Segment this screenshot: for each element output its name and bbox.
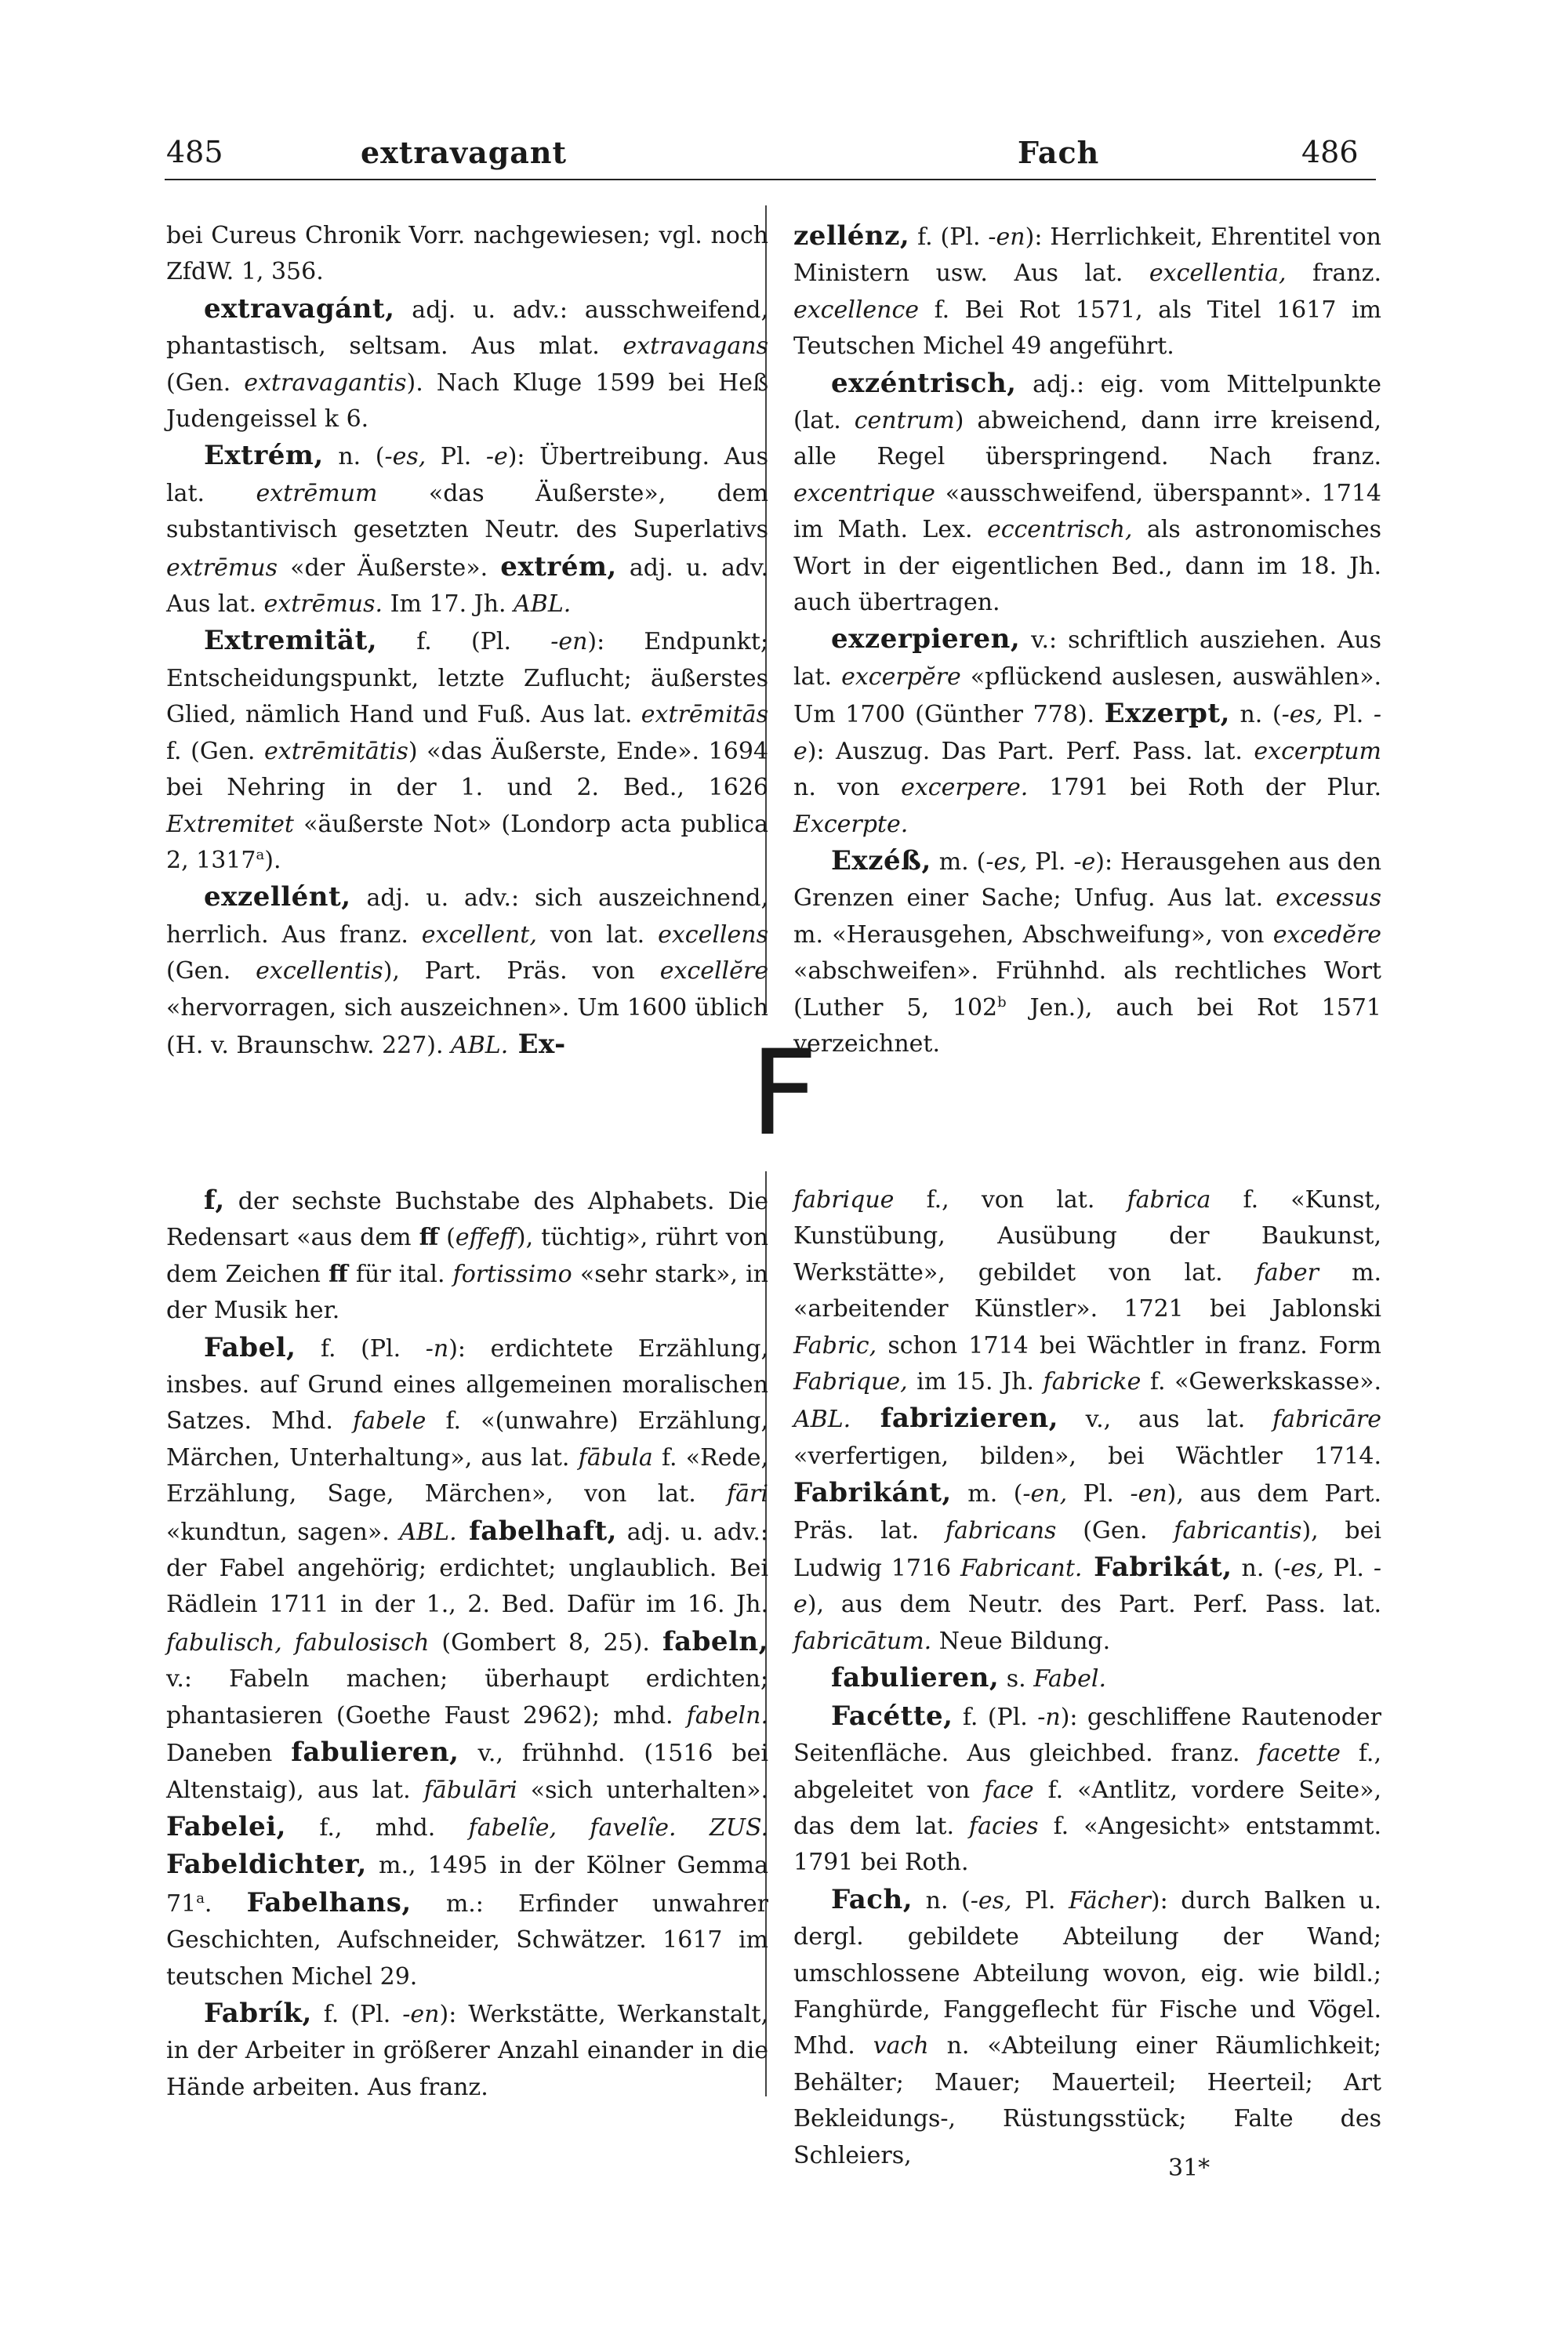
left-catchword: extravagant	[361, 135, 568, 170]
entry-fabrik: Fabrík, f. (Pl. -en): Werkstätte, Werkanstalt, in der Arbeiter in größerer Anzahl einander in die Hände arbeiten. Aus franz.	[166, 1997, 768, 2101]
headword: Fach,	[831, 1883, 913, 1915]
headword: Exzéß,	[831, 844, 931, 877]
entry-fach: Fach, n. (-es, Pl. Fächer): durch Balken u. dergl. gebildete Abteilung der Wand; umschlossene Abteilung wovon, eig. wie bildl.; Fanghürde, Fanggeflecht für Fische und Vögel. Mhd. vach n. «Abteilung einer Räumlichkeit; Behälter; Mauer; Mauerteil; Heerteil; Art Bekleidungs-, Rüstungsstück; Falte des Schleiers,	[793, 1883, 1382, 2169]
headword: Fabelei,	[166, 1810, 287, 1842]
headword: Fabrikánt,	[793, 1477, 952, 1509]
right-page-number: 486	[1301, 135, 1359, 169]
headword: exzellént,	[204, 881, 351, 913]
left-page-number: 485	[166, 135, 223, 169]
headword: Ex-	[508, 1028, 566, 1060]
column-1	[166, 218, 769, 1060]
signature-mark: 31*	[1168, 2154, 1210, 2182]
column-2	[768, 218, 1382, 1058]
entry-exzellent: exzellént, adj. u. adv.: sich auszeichnend, herrlich. Aus franz. excellent, von lat. excellens (Gen. excellentis), Part. Präs. von excellĕre «hervorragen, sich auszeichnen». Um 1600 üblich (H. v. Braunschw. 227). ABL. Ex-	[166, 881, 769, 1060]
headword: extravagánt,	[204, 292, 395, 325]
headword: Fabeldichter,	[166, 1849, 367, 1881]
headword: zellénz,	[793, 220, 910, 252]
entry-fabulieren: fabulieren, s. Fabel.	[831, 1662, 1106, 1694]
entry-exzentrisch: exzéntrisch, adj.: eig. vom Mittelpunkte (lat. centrum) abweichend, dann irre kreisend, alle Regel überspringend. Nach franz. excentrique «ausschweifend, überspannt». 1714 im Math. Lex. eccentrisch, als astronomisches Wort in der eigentlichen Bed., dann im 18. Jh. auch übertragen.	[793, 367, 1382, 617]
entry-f: f, der sechste Buchstabe des Alphabets. Die Redensart «aus dem ff (effeff), tüchtig», rührt von dem Zeichen ff für ital. fortissimo «sehr stark», in der Musik her.	[166, 1185, 768, 1325]
entry-extrem: Extrém, n. (-es, Pl. -e): Übertreibung. Aus lat. extrēmum «das Äußerste», dem substantivisch gesetzten Neutr. des Superlativs extrēmus «der Äußerste». extrém, adj. u. adv. Aus lat. extrēmus. Im 17. Jh. ABL.	[166, 440, 769, 619]
column-3	[166, 1182, 768, 2107]
headword: fabulieren,	[831, 1662, 1000, 1694]
headword: Fabrikát,	[1082, 1552, 1232, 1584]
headword: Fabel,	[204, 1331, 296, 1363]
headword: f,	[204, 1185, 225, 1216]
entry-fabel: Fabel, f. (Pl. -n): erdichtete Erzählung, insbes. auf Grund eines allgemeinen moralischen Satzes. Mhd. fabele f. «(unwahre) Erzählung, Märchen, Unterhaltung», aus lat. fābula f. «Rede, Erzählung, Sage, Märchen», von lat. fāri «kundtun, sagen». ABL. fabelhaft, adj. u. adv.: der Fabel angehörig; erdichtet; unglaublich. Bei Rädlein 1711 in der 1., 2. Bed. Dafür im 16. Jh. fabulisch, fabulosisch (Gombert 8, 25). fabeln, v.: Fabeln machen; überhaupt erdichten; phantasieren (Goethe Faust 2962); mhd. fabeln. Daneben fabulieren, v., frühnhd. (1516 bei Altenstaig), aus lat. fābulāri «sich unterhalten». Fabelei, f., mhd. fabelîe, favelîe. ZUS. Fabeldichter, m., 1495 in der Kölner Gemma 71$^a$. Fabelhans, m.: Erfinder unwahrer Geschichten, Aufschneider, Schwätzer. 1617 im teutschen Michel 29.	[166, 1331, 768, 1991]
header-rule	[165, 179, 1376, 180]
entry-exzerpieren: exzerpieren, v.: schriftlich ausziehen. Aus lat. excerpĕre «pflückend auslesen, auswählen». Um 1700 (Günther 778). Exzerpt, n. (-es, Pl. -e): Auszug. Das Part. Perf. Pass. lat. excerptum n. von excerpere. 1791 bei Roth der Plur. Excerpte.	[793, 623, 1381, 838]
headword: exzéntrisch,	[831, 367, 1017, 399]
headword: exzerpieren,	[831, 623, 1021, 655]
headword: fabeln,	[662, 1625, 768, 1657]
headword: Facétte,	[831, 1700, 953, 1732]
entry-extremitaet: Extremität, f. (Pl. -en): Endpunkt; Entscheidungspunkt, letzte Zuflucht; äußerstes Glied, nämlich Hand und Fuß. Aus lat. extrēmitās f. (Gen. extrēmitātis) «das Äußerste, Ende». 1694 bei Nehring in der 1. und 2. Bed., 1626 Extremitet «äußerste Not» (Londorp acta publica 2, 1317$^a$).	[166, 625, 768, 874]
headword: Extremität,	[204, 625, 378, 657]
headword: Exzerpt,	[1104, 698, 1230, 730]
headword: fabrizieren,	[851, 1403, 1058, 1435]
headword: Fabelhans,	[246, 1886, 412, 1918]
entry-exzellenz: zellénz, f. (Pl. -en): Herrlichkeit, Ehrentitel von Ministern usw. Aus lat. excellentia, franz. excellence f. Bei Rot 1571, als Titel 1617 im Teutschen Michel 49 angeführt.	[793, 220, 1381, 361]
headword: extrém,	[500, 550, 617, 583]
running-header	[0, 135, 1568, 182]
headword: fabulieren,	[291, 1737, 459, 1769]
entry-continuation: bei Cureus Chronik Vorr. nachgewiesen; vgl. noch ZfdW. 1, 356.	[166, 222, 768, 286]
headword: Extrém,	[204, 440, 324, 472]
headword: Fabrík,	[204, 1997, 312, 2029]
right-catchword: Fach	[1018, 135, 1100, 170]
entry-facette: Facétte, f. (Pl. -n): geschliffene Rautenoder Seitenfläche. Aus gleichbed. franz. facette f., abgeleitet von face f. «Antlitz, vordere Seite», das dem lat. facies f. «Angesicht» entstammt. 1791 bei Roth.	[793, 1700, 1382, 1877]
section-letter: F	[750, 1025, 818, 1162]
entry-extravagant: extravagánt, adj. u. adv.: ausschweifend, phantastisch, seltsam. Aus mlat. extravagans (Gen. extravagantis). Nach Kluge 1599 bei Heß Judengeissel k 6.	[166, 292, 768, 434]
entry-exzess: Exzéß, m. (-es, Pl. -e): Herausgehen aus den Grenzen einer Sache; Unfug. Aus lat. excessus m. «Herausgehen, Abschweifung», von excedĕre «abschweifen». Frühnhd. als rechtliches Wort (Luther 5, 102$^b$ Jen.), auch bei Rot 1571 verzeichnet.	[793, 844, 1382, 1058]
headword: fabelhaft,	[456, 1515, 618, 1547]
entry-fabrik-continued: fabrique f., von lat. fabrica f. «Kunst, Kunstübung, Ausübung der Baukunst, Werkstätte», gebildet von lat. faber m. «arbeitender Künstler». 1721 bei Jablonski Fabric, schon 1714 bei Wächtler in franz. Form Fabrique, im 15. Jh. fabricke f. «Gewerkskasse». ABL. fabrizieren, v., aus lat. fabricāre «verfertigen, bilden», bei Wächtler 1714. Fabrikánt, m. (-en, Pl. -en), aus dem Part. Präs. lat. fabricans (Gen. fabricantis), bei Ludwig 1716 Fabricant. Fabrikát, n. (-es, Pl. -e), aus dem Neutr. des Part. Perf. Pass. lat. fabricātum. Neue Bildung.	[793, 1186, 1382, 1655]
